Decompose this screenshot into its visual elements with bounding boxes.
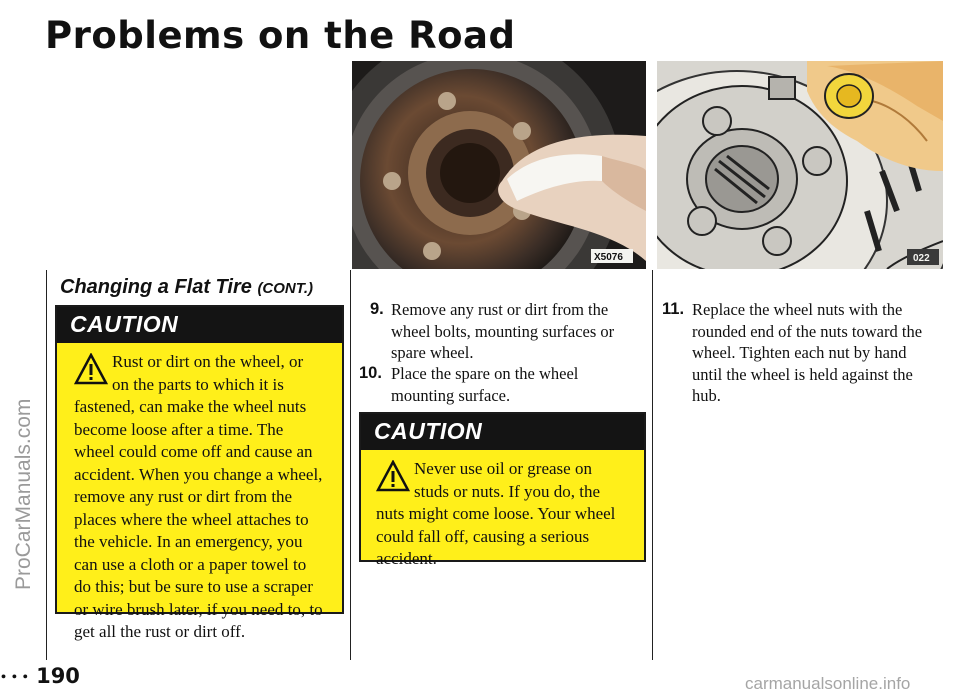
page-dots: • • • [0, 670, 29, 684]
step-9 [370, 299, 640, 364]
caution-text-right-rest: nuts might come loose. Your wheel could fall off, causing a serious accident. [376, 504, 616, 568]
step-10 [359, 363, 639, 406]
page-title: Problems on the Road [45, 14, 516, 57]
wheel-illustration [657, 61, 943, 269]
hub-illustration [352, 61, 646, 269]
column-rule-left [46, 270, 47, 660]
step-text: Replace the wheel nuts with the rounded end of the nuts toward the wheel. Tighten each nut by hand until the wheel is held against the hub. [692, 300, 923, 405]
watermark-text: ProCarManuals.com [12, 398, 35, 590]
column-rule-middle [350, 270, 351, 660]
step-text: Place the spare on the wheel mounting surface. [391, 364, 579, 405]
caution-text-left-rest: fastened, can make the wheel nuts become loose after a time. The wheel could come off and cause an accident. When you change a wheel, remove any rust or dirt from the places where the wheel attaches to the vehicle. In an emergency, you can use a cloth or a paper towel to do this; but be sure to use a scraper or wire brush later, if you need to, to get all the rust or dirt off. [74, 397, 323, 641]
caution-text-left [57, 343, 342, 644]
section-cont: (CONT.) [257, 280, 313, 297]
page-number-value: 190 [36, 664, 80, 688]
section-heading [60, 276, 313, 299]
step-number: 9. [370, 300, 384, 318]
caution-text-right-first: Never use oil or grease on studs or nuts. If you do, the [414, 459, 601, 501]
footer-url: carmanualsonline.info [745, 674, 911, 693]
step-11 [662, 299, 927, 407]
step-text: Remove any rust or dirt from the wheel bolts, mounting surfaces or spare wheel. [391, 300, 615, 362]
photo-right-code: 022 [913, 253, 930, 264]
caution-text-right [361, 450, 644, 571]
column-rule-right [652, 270, 653, 660]
step-number: 11. [662, 300, 685, 318]
caution-label-left: CAUTION [57, 307, 342, 343]
warning-triangle-icon [74, 353, 108, 385]
step-number: 10. [359, 364, 382, 382]
page-number [0, 664, 80, 688]
caution-text-left-first: Rust or dirt on the wheel, or on the parts to which it is [112, 352, 304, 394]
photo-hub-cleaning [352, 61, 646, 269]
warning-triangle-icon [376, 460, 410, 492]
photo-wheel-nuts [657, 61, 943, 269]
watermark [0, 120, 44, 600]
caution-box-oil [359, 412, 646, 568]
caution-label-right: CAUTION [361, 414, 644, 450]
section-title: Changing a Flat Tire [60, 276, 252, 298]
caution-box-rust [55, 305, 344, 641]
photo-left-code: X5076 [594, 252, 623, 263]
